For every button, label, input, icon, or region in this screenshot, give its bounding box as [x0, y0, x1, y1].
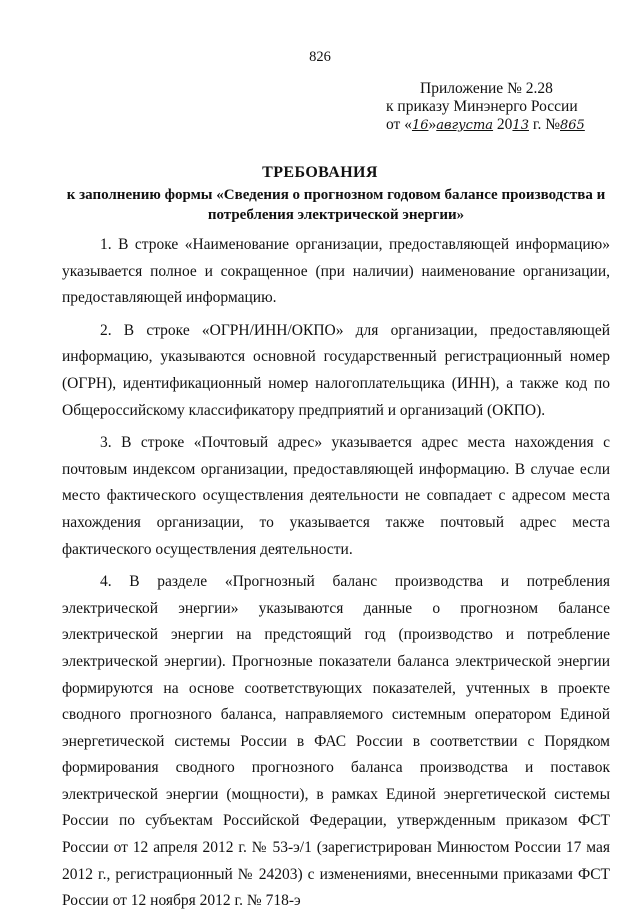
appendix-number: Приложение № 2.28 [420, 80, 553, 97]
date-quote-close: » [428, 116, 437, 133]
paragraph-3: 3. В строке «Почтовый адрес» указывается адрес места нахождения с почтовым индексом организации, предоставляющей информацию. В случае если место фактического осуществления деятельности не совпадает с адресом места нахождения организации, то указывается также почтовый адрес места фактического осуществления деятельности. [62, 434, 610, 558]
year-prefix: 20 [493, 116, 513, 133]
document-body [62, 232, 610, 915]
handwritten-order-number: 865 [560, 118, 585, 133]
handwritten-year: 13 [512, 118, 529, 133]
appendix-order-reference: к приказу Минэнерго России [386, 98, 578, 115]
paragraph-1: 1. В строке «Наименование организации, предоставляющей информацию» указывается полное и сокращенное (при наличии) наименование организации, предоставляющей информацию. [62, 236, 610, 307]
document-subtitle: к заполнению формы «Сведения о прогнозном годовом балансе производства и потребления электрической энергии» [66, 187, 606, 223]
paragraph-4: 4. В разделе «Прогнозный баланс производства и потребления электрической энергии» указываются данные о прогнозном балансе электрической энергии на предстоящий год (производство и потребление электрической энергии). Прогнозные показатели баланса электрической энергии формируются на основе соответствующих показателей, учтенных в проекте сводного прогнозного баланса, направляемого системным оператором Единой энергетической системы России в ФАС России в соответствии с Порядком формирования сводного прогнозного баланса производства и поставок электрической энергии (мощности), в рамках Единой энергетической системы России по субъектам Российской Федерации, утвержденным приказом ФСТ России от 12 апреля 2012 г. № 53-э/1 (зарегистрирован Минюстом России 17 мая 2012 г., регистрационный № 24203) с изменениями, внесенными приказами ФСТ России от 12 ноября 2012 г. № 718-э [62, 573, 610, 910]
order-number-prefix: г. № [528, 116, 560, 133]
appendix-header [386, 80, 626, 135]
date-prefix: от « [386, 116, 412, 133]
appendix-order-date [386, 116, 626, 135]
handwritten-day: 16 [411, 118, 429, 133]
document-title: ТРЕБОВАНИЯ [262, 164, 378, 181]
handwritten-month: августа [436, 118, 494, 133]
paragraph-2: 2. В строке «ОГРН/ИНН/ОКПО» для организации, предоставляющей информацию, указываются основной государственный регистрационный номер (ОГРН), идентификационный номер налогоплательщика (ИНН), а также код по Общероссийскому классификатору предприятий и организаций (ОКПО). [62, 321, 610, 419]
page-number: 826 [309, 49, 331, 65]
